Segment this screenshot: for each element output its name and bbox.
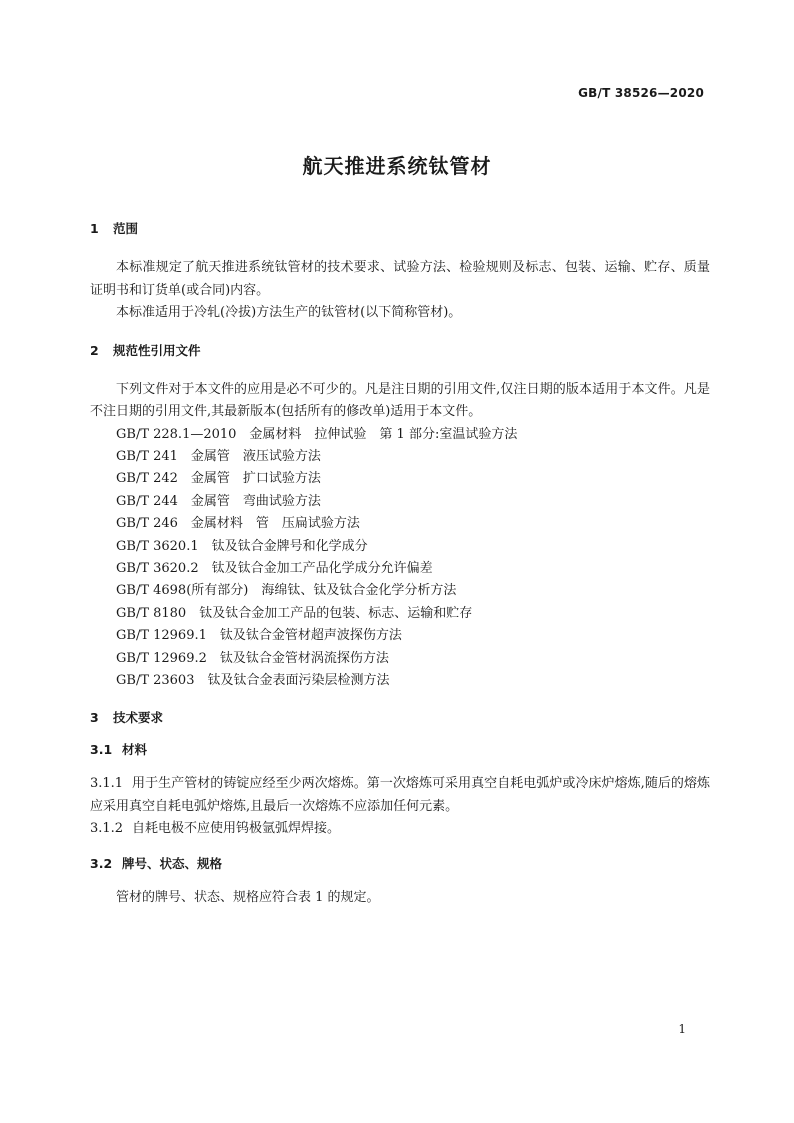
reference-item: GB/T 3620.1 钛及钛合金牌号和化学成分 bbox=[116, 538, 368, 554]
standard-code: GB/T 38526—2020 bbox=[578, 86, 704, 100]
reference-item: GB/T 242 金属管 扩口试验方法 bbox=[116, 471, 321, 487]
clause-number: 3.1.2 bbox=[90, 821, 124, 837]
clause-number: 3.1.1 bbox=[90, 776, 124, 792]
reference-item: GB/T 246 金属材料 管 压扁试验方法 bbox=[116, 516, 360, 532]
section-title: 技术要求 bbox=[113, 710, 164, 726]
section-heading-normative-references bbox=[90, 342, 710, 360]
reference-item: GB/T 4698(所有部分) 海绵钛、钛及钛合金化学分析方法 bbox=[116, 583, 457, 599]
references-intro: 下列文件对于本文件的应用是必不可少的。凡是注日期的引用文件,仅注日期的版本适用于本文件。凡是不注日期的引用文件,其最新版本(包括所有的修改单)适用于本文件。 bbox=[90, 381, 710, 419]
document-body bbox=[90, 220, 710, 909]
clause-text: 自耗电极不应使用钨极氩弧焊焊接。 bbox=[132, 821, 341, 837]
section-number: 1 bbox=[90, 221, 99, 236]
subsection-number: 3.1 bbox=[90, 742, 113, 758]
scope-paragraph-2: 本标准适用于冷轧(冷拔)方法生产的钛管材(以下简称管材)。 bbox=[116, 305, 462, 320]
reference-item: GB/T 23603 钛及钛合金表面污染层检测方法 bbox=[116, 672, 390, 688]
reference-item: GB/T 3620.2 钛及钛合金加工产品化学成分允许偏差 bbox=[116, 560, 433, 576]
section-heading-technical-requirements bbox=[90, 709, 710, 727]
subsection-number: 3.2 bbox=[90, 855, 113, 871]
section-heading-scope bbox=[90, 220, 710, 238]
page-number: 1 bbox=[678, 1022, 686, 1036]
section-title: 范围 bbox=[113, 221, 139, 236]
section-title: 规范性引用文件 bbox=[113, 342, 201, 358]
section-number: 2 bbox=[90, 342, 99, 358]
subsection-heading-materials bbox=[90, 741, 710, 759]
document-title: 航天推进系统钛管材 bbox=[302, 154, 492, 178]
reference-item: GB/T 12969.2 钛及钛合金管材涡流探伤方法 bbox=[116, 650, 389, 666]
reference-item: GB/T 228.1—2010 金属材料 拉伸试验 第 1 部分:室温试验方法 bbox=[116, 426, 518, 442]
subsection-title: 材料 bbox=[122, 742, 148, 758]
grade-state-spec-paragraph: 管材的牌号、状态、规格应符合表 1 的规定。 bbox=[116, 889, 380, 905]
reference-list bbox=[90, 424, 710, 693]
reference-item: GB/T 244 金属管 弯曲试验方法 bbox=[116, 493, 321, 509]
scope-paragraph-1: 本标准规定了航天推进系统钛管材的技术要求、试验方法、检验规则及标志、包装、运输、贮存、质量证明书和订货单(或合同)内容。 bbox=[90, 260, 710, 298]
section-number: 3 bbox=[90, 710, 99, 726]
reference-item: GB/T 8180 钛及钛合金加工产品的包装、标志、运输和贮存 bbox=[116, 605, 473, 621]
clause-text: 用于生产管材的铸锭应经至少两次熔炼。第一次熔炼可采用真空自耗电弧炉或冷床炉熔炼,随后的熔炼应采用真空自耗电弧炉熔炼,且最后一次熔炼不应添加任何元素。 bbox=[90, 776, 710, 814]
reference-item: GB/T 12969.1 钛及钛合金管材超声波探伤方法 bbox=[116, 628, 402, 644]
reference-item: GB/T 241 金属管 液压试验方法 bbox=[116, 448, 321, 464]
clause-3-1-2 bbox=[90, 818, 710, 841]
subsection-heading-grade-state-spec bbox=[90, 855, 710, 873]
subsection-title: 牌号、状态、规格 bbox=[122, 855, 223, 871]
clause-3-1-1 bbox=[90, 773, 710, 818]
